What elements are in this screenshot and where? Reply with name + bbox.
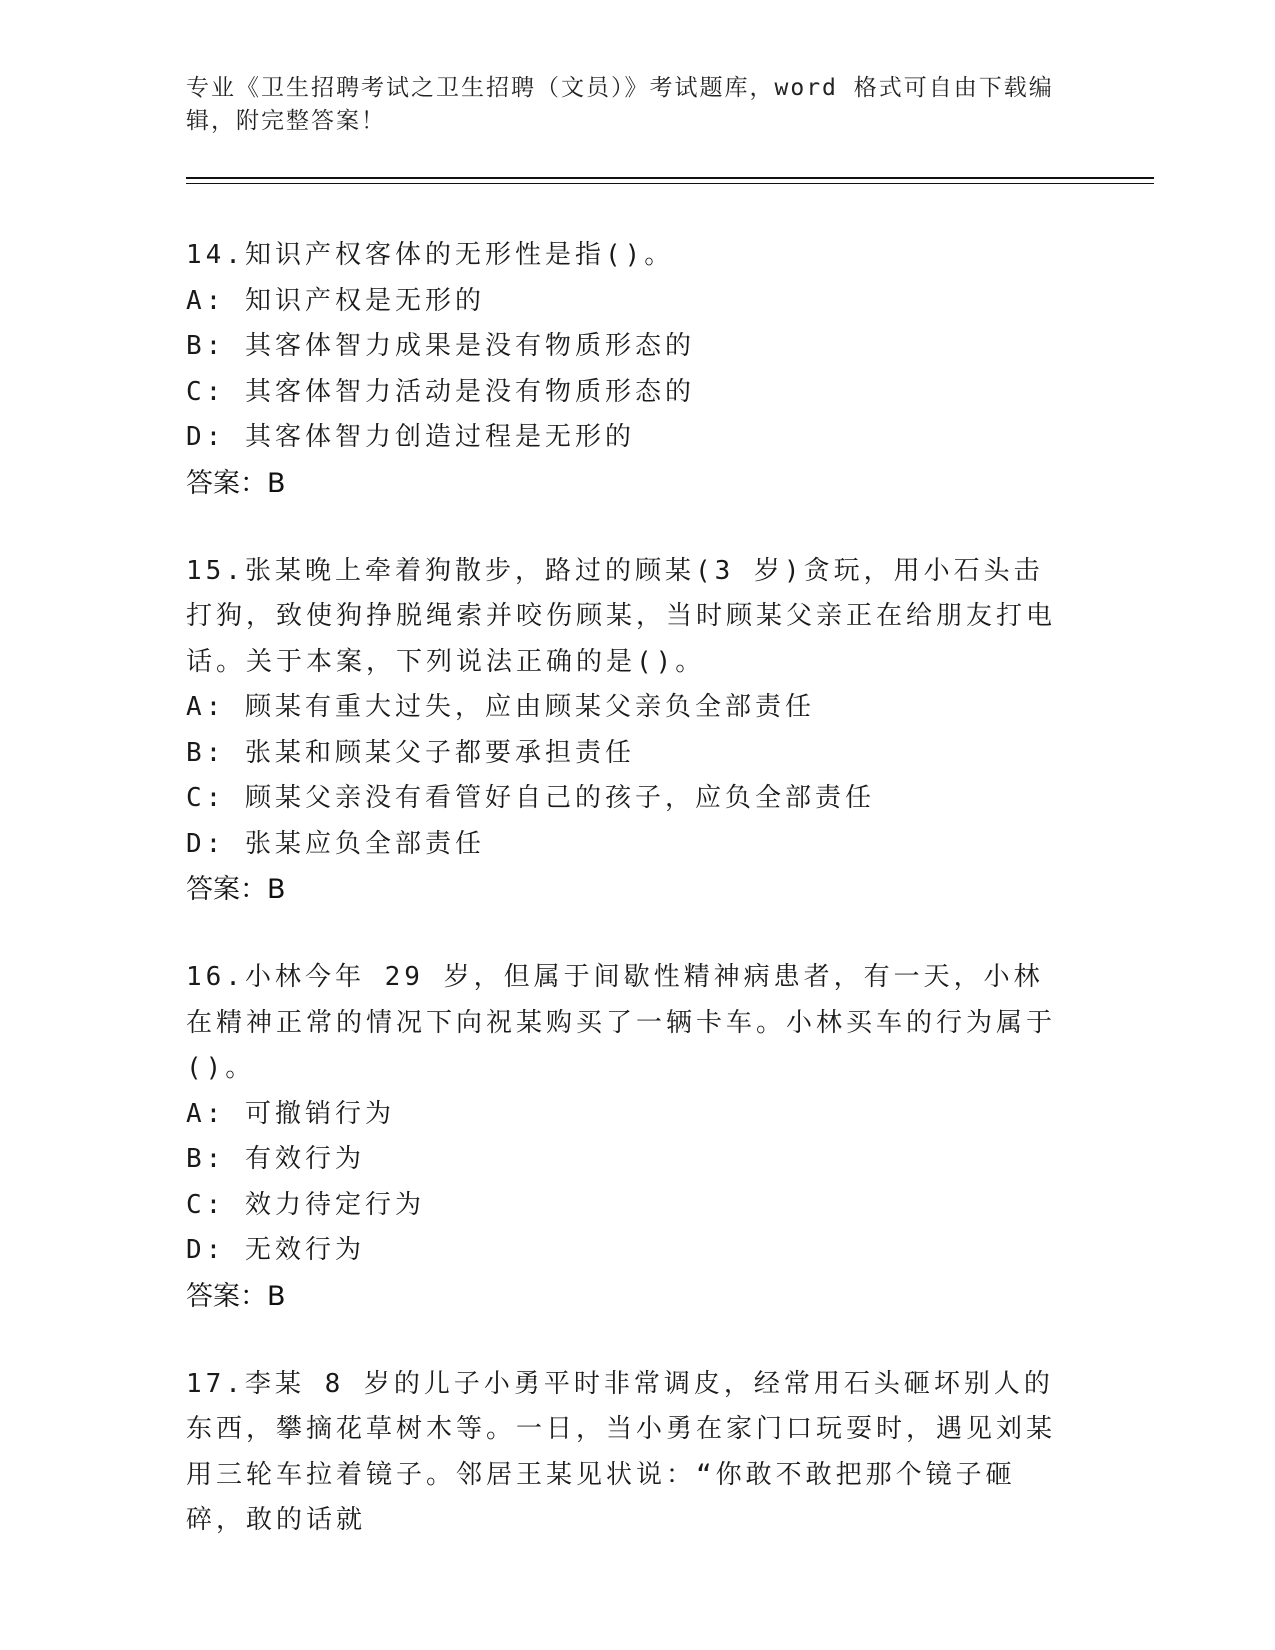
question-stem: 14.知识产权客体的无形性是指()。 (186, 240, 675, 270)
option-d: D: 无效行为 (186, 1235, 365, 1265)
question-stem: 15.张某晚上牵着狗散步，路过的顾某(3 岁)贪玩，用小石头击打狗，致使狗挣脱绳索并咬伤顾某，当时顾某父亲正在给朋友打电话。关于本案，下列说法正确的是()。 (186, 555, 1057, 677)
option-c: C: 其客体智力活动是没有物质形态的 (186, 376, 695, 407)
option-d: D: 其客体智力创造过程是无形的 (186, 422, 635, 452)
option-a: A: 可撤销行为 (186, 1098, 395, 1129)
option-b: B: 其客体智力成果是没有物质形态的 (186, 331, 695, 361)
header-divider-thin (186, 183, 1154, 184)
answer: 答案：B (186, 874, 286, 905)
answer: 答案：B (186, 1280, 286, 1312)
option-c: C: 效力待定行为 (186, 1189, 425, 1220)
question-14 (186, 233, 1066, 506)
option-c: C: 顾某父亲没有看管好自己的孩子，应负全部责任 (186, 783, 875, 813)
option-d: D: 张某应负全部责任 (186, 828, 485, 859)
option-a: A: 顾某有重大过失，应由顾某父亲负全部责任 (186, 692, 815, 722)
answer: 答案：B (186, 467, 286, 499)
question-15 (186, 549, 1066, 913)
header-divider-thick (186, 177, 1154, 179)
question-17 (186, 1362, 1066, 1544)
question-16 (186, 955, 1066, 1319)
question-stem: 17.李某 8 岁的儿子小勇平时非常调皮，经常用石头砸坏别人的东西，攀摘花草树木等。一日，当小勇在家门口玩耍时，遇见刘某用三轮车拉着镜子。邻居王某见状说：“你敢不敢把那个镜子砸碎，敢的话就 (186, 1368, 1057, 1535)
option-b: B: 有效行为 (186, 1144, 365, 1174)
option-b: B: 张某和顾某父子都要承担责任 (186, 737, 635, 768)
question-stem: 16.小林今年 29 岁，但属于间歇性精神病患者，有一天，小林在精神正常的情况下向祝某购买了一辆卡车。小林买车的行为属于()。 (186, 962, 1057, 1083)
option-a: A: 知识产权是无形的 (186, 285, 485, 316)
question-list (186, 233, 1066, 1587)
document-header: 专业《卫生招聘考试之卫生招聘（文员）》考试题库，word 格式可自由下载编辑，附完整答案！ (186, 75, 1054, 134)
